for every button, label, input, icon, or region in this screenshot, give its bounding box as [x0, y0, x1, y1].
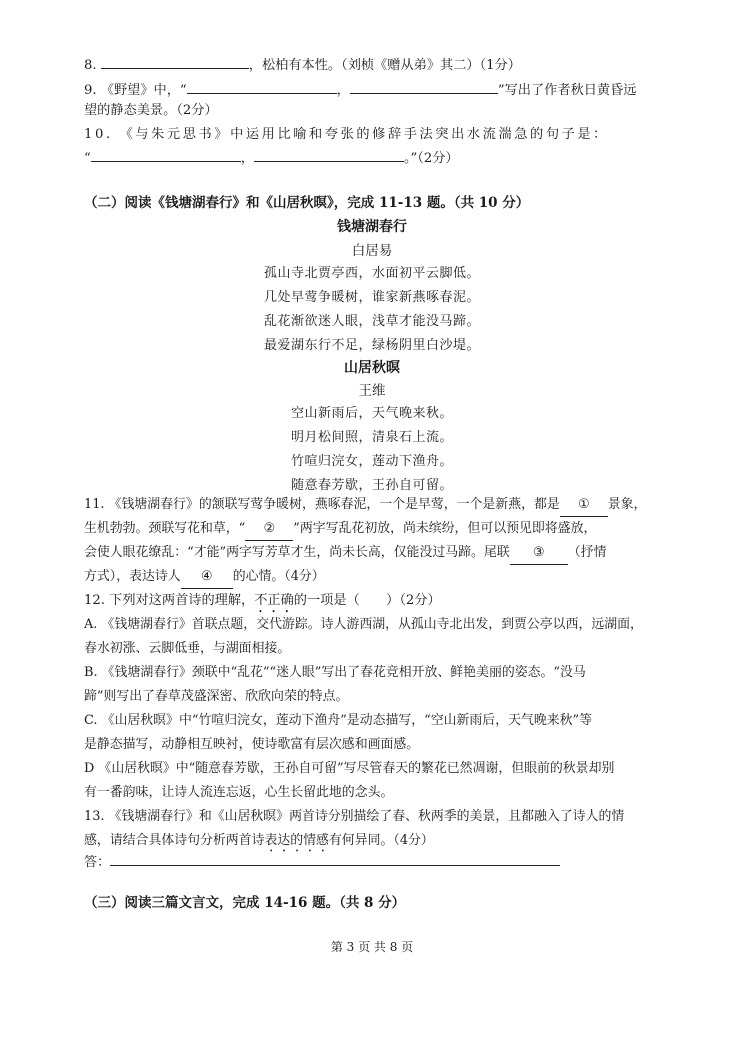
page-footer: 第 3 页 共 8 页 — [330, 940, 414, 954]
question-8-text: ，松柏有本性。（刘桢《赠从弟》其二）（1分） — [248, 58, 521, 73]
question-11-line4 — [84, 566, 692, 589]
poem1-line: 几处早莺争暖树，谁家新燕啄春泥。 — [263, 290, 480, 305]
question-9-text: ”写出了作者秋日黄昏远 — [497, 83, 637, 98]
answer-blank[interactable] — [187, 78, 337, 94]
question-11-text: ”两字写乱花初放，尚未缤纷，但可以预见即将盛放， — [293, 521, 597, 536]
option-a-line1[interactable]: A. 《钱塘湖春行》首联点题，交代游踪。诗人游西湖，从孤山寺北出发，到贾公亭以西，远湖面， — [84, 617, 643, 632]
poem1-line: 最爱湖东行不足，绿杨阴里白沙堤。 — [263, 338, 480, 353]
poem1-author: 白居易 — [351, 243, 393, 259]
question-12-stem — [84, 590, 692, 616]
question-9-line2: 望的静态美景。（2分） — [84, 103, 218, 118]
question-11-text: 方式），表达诗人 — [84, 569, 181, 584]
question-12-text: 的一项是（ ）（2分） — [293, 593, 441, 608]
question-11-text: 景象， — [607, 497, 647, 512]
question-10-text: 。”（2分） — [403, 151, 459, 166]
question-10-text: “ — [84, 151, 91, 166]
question-11-line2 — [84, 518, 692, 541]
answer-blank[interactable] — [254, 146, 404, 162]
poem2-line: 空山新雨后，天气晚来秋。 — [290, 406, 453, 421]
answer-blank[interactable] — [101, 53, 249, 69]
question-10-line2 — [84, 146, 692, 170]
question-12-text: 12. 下列对这两首诗的理解， — [84, 593, 255, 608]
question-13-text: 有何异同。（4分） — [328, 833, 434, 848]
poem1-title: 钱塘湖春行 — [337, 219, 407, 235]
question-11-text: 生机勃勃。颈联写花和草，“ — [84, 521, 246, 536]
question-11-text: 的心情。（4分） — [232, 569, 325, 584]
blank-marker[interactable]: ④ — [181, 566, 233, 589]
option-d-line2: 有一番韵味，让诗人流连忘返，心生长留此地的念头。 — [84, 785, 394, 800]
answer-blank[interactable] — [350, 78, 498, 94]
question-9-line1 — [84, 78, 692, 102]
poem2-title: 山居秋暝 — [344, 360, 400, 376]
question-8 — [84, 53, 692, 77]
answer-blank[interactable] — [110, 850, 560, 866]
question-9-text: 9. 《野望》中，“ — [84, 83, 187, 98]
blank-marker[interactable]: ① — [560, 494, 608, 517]
option-b-line1[interactable]: B. 《钱塘湖春行》颈联中“乱花”“迷人眼”写出了春花竞相开放、鲜艳美丽的姿态。“没马 — [84, 665, 586, 680]
poem2-line: 竹喧归浣女，莲动下渔舟。 — [290, 454, 453, 469]
question-11-text: （抒情 — [567, 545, 607, 560]
question-10-text: ， — [240, 151, 254, 166]
poem2-author: 王维 — [358, 383, 386, 399]
question-11-text: 11. 《钱塘湖春行》的颔联写莺争暖树，燕啄春泥，一个是早莺，一个是新燕，都是 — [84, 497, 560, 512]
poem2-line: 随意春芳歇，王孙自可留。 — [290, 478, 453, 493]
question-11-line1 — [84, 494, 692, 517]
question-11-line3 — [84, 542, 692, 565]
question-11-text: 会使人眼花缭乱：“才能”两字写芳草才生，尚未长高，仅能没过马蹄。尾联 — [84, 545, 510, 560]
question-13-text: 感，请结合具体诗句分析两首诗 — [84, 833, 265, 848]
emphasis-text: 表达的情感 — [264, 833, 329, 848]
answer-label: 答： — [84, 855, 111, 870]
poem1-line: 乱花渐欲迷人眼，浅草才能没马蹄。 — [263, 314, 480, 329]
poem2-line: 明月松间照，清泉石上流。 — [290, 430, 453, 445]
option-b-line2: 蹄”则写出了春草茂盛深密、欣欣向荣的特点。 — [84, 689, 349, 704]
blank-marker[interactable]: ③ — [510, 542, 568, 565]
poem1-line: 孤山寺北贾亭西，水面初平云脚低。 — [263, 266, 480, 281]
section-3-title: （三）阅读三篇文言文，完成 14-16 题。（共 8 分） — [84, 895, 406, 911]
emphasis-text: 不正确 — [254, 593, 294, 608]
question-8-number: 8. — [84, 58, 97, 73]
option-c-line2: 是静态描写，动静相互映衬，使诗歌富有层次感和画面感。 — [84, 737, 420, 752]
option-a-line2: 春水初涨、云脚低垂，与湖面相接。 — [84, 641, 291, 656]
option-c-line1[interactable]: C. 《山居秋暝》中“竹喧归浣女，莲动下渔舟”是动态描写，“空山新雨后，天气晚来秋”等 — [84, 713, 593, 728]
section-2-title: （二）阅读《钱塘湖春行》和《山居秋暝》，完成 11-13 题。（共 10 分） — [84, 195, 530, 211]
question-9-text: ， — [336, 83, 350, 98]
question-10-line1: 10. 《与朱元思书》中运用比喻和夸张的修辞手法突出水流湍急的句子是： — [84, 127, 609, 142]
answer-line[interactable] — [84, 850, 692, 874]
answer-blank[interactable] — [91, 146, 241, 162]
blank-marker[interactable]: ② — [245, 518, 293, 541]
question-13-line1: 13. 《钱塘湖春行》和《山居秋暝》两首诗分别描绘了春、秋两季的美景，且都融入了诗人的情 — [84, 809, 625, 824]
option-d-line1[interactable]: D 《山居秋暝》中“随意春芳歇，王孙自可留”写尽管春天的繁花已然凋谢，但眼前的秋景却别 — [84, 761, 615, 776]
